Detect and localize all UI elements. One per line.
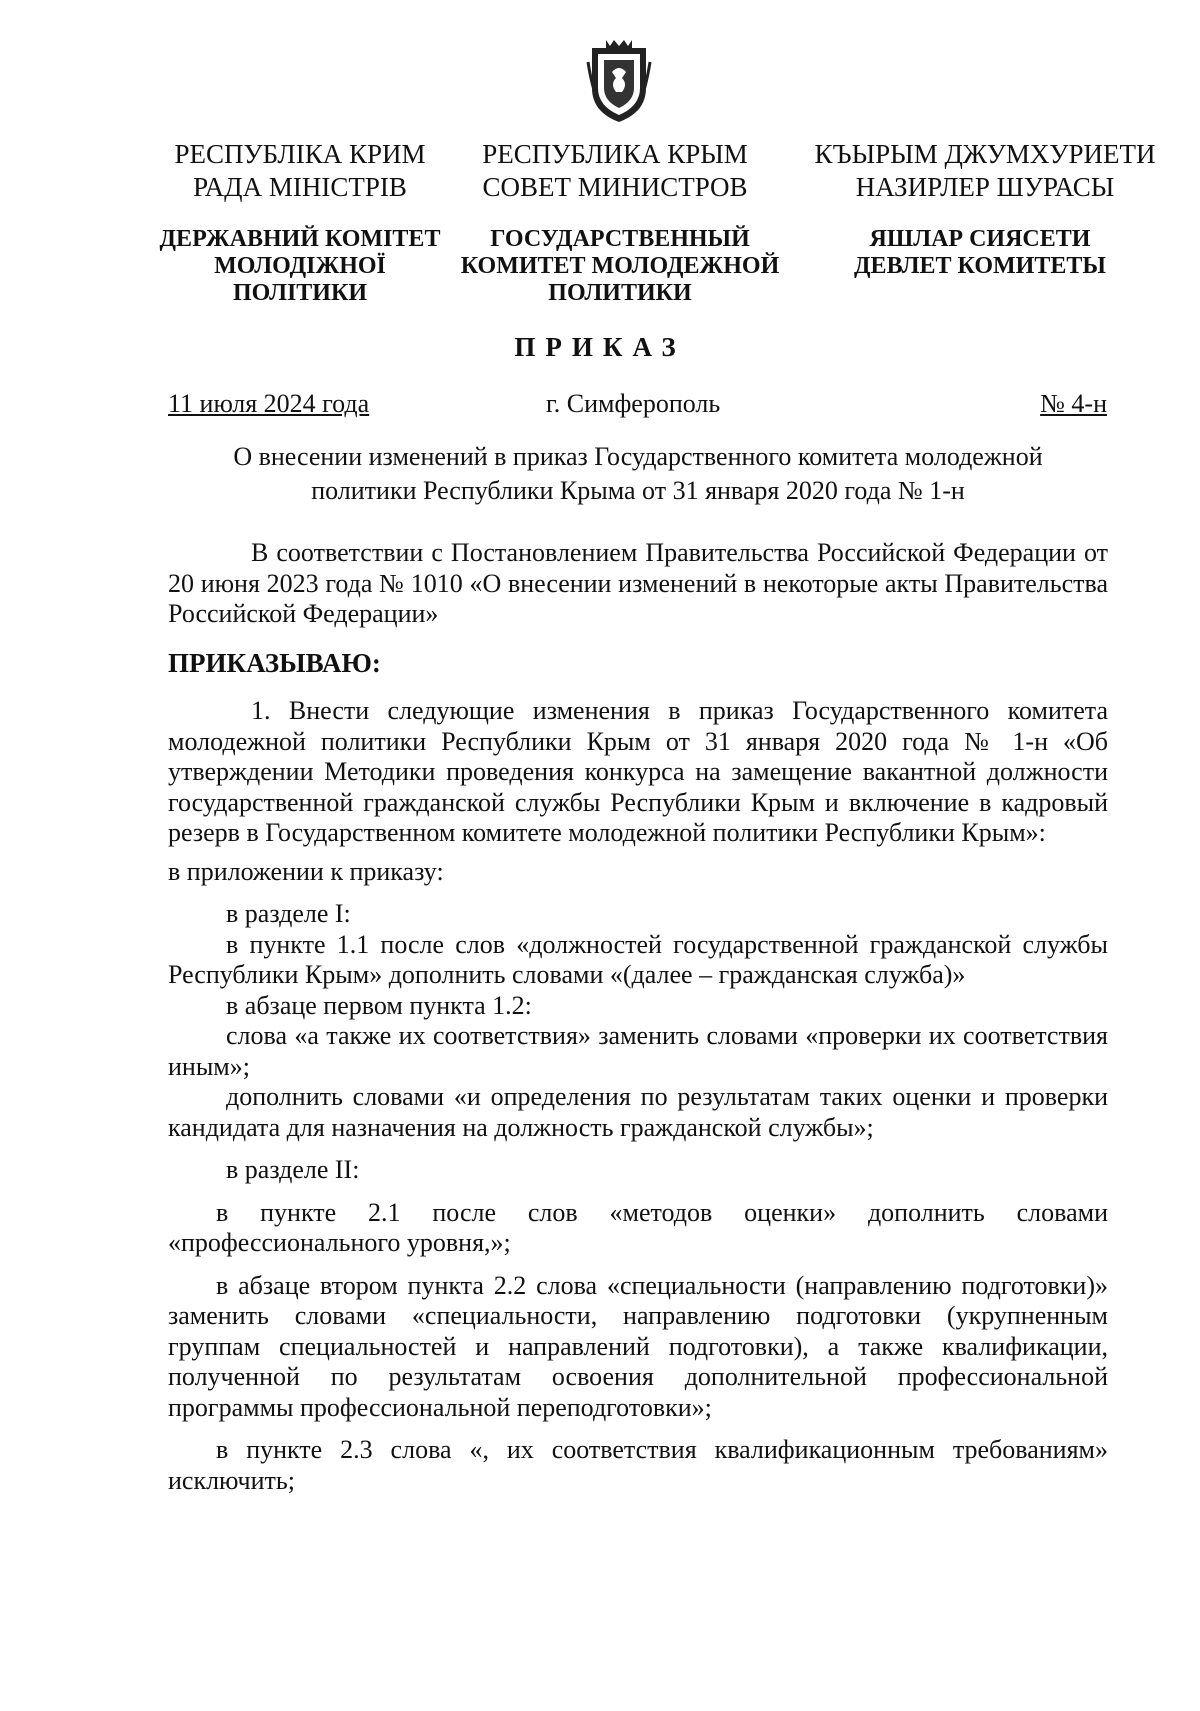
preamble-paragraph: В соответствии с Постановлением Правительства Российской Федерации от 20 июня 2023 года № 1010 «О внесении изменений в некоторые акты Правительства Российской Федерации»: [168, 538, 1108, 628]
document-city: г. Симферополь: [546, 389, 721, 418]
document-body: [168, 538, 1108, 1496]
document-subject: О внесении изменений в приказ Государственного комитета молодежной политики Республики Крыма от 31 января 2020 года № 1-н: [233, 442, 1043, 505]
body-paragraph: в пункте 2.3 слова «, их соответствия квалификационным требованиям» исключить;: [168, 1435, 1108, 1495]
document-type-title: ПРИКАЗ: [514, 332, 686, 362]
body-paragraph: в пункте 2.1 после слов «методов оценки» дополнить словами «профессионального уровня,»;: [168, 1197, 1108, 1257]
body-paragraph: в абзаце первом пункта 1.2:: [226, 990, 532, 1020]
header-center-department: ГОСУДАРСТВЕННЫЙ КОМИТЕТ МОЛОДЕЖНОЙ ПОЛИТИКИ: [460, 226, 780, 306]
document-number: № 4-н: [1040, 389, 1107, 418]
body-paragraph: 1. Внести следующие изменения в приказ Государственного комитета молодежной политики Республики Крым от 31 января 2020 года № 1-н «Об утверждении Методики проведения конкурса на замещение вакантной должности государственной гражданской службы Республики Крым и включение в кадровый резерв в Государственном комитете молодежной политики Республики Крым»:: [168, 696, 1108, 847]
header-center-title: РЕСПУБЛИКА КРЫМ СОВЕТ МИНИСТРОВ: [482, 139, 748, 202]
body-paragraph: в приложении к приказу:: [168, 856, 444, 886]
header-left-title: РЕСПУБЛІКА КРИМ РАДА МІНІСТРІВ: [174, 139, 426, 202]
body-paragraph: в разделе I:: [226, 899, 351, 928]
header-right-title: КЪЫРЫМ ДЖУМХУРИЕТИ НАЗИРЛЕР ШУРАСЫ: [814, 139, 1156, 202]
body-paragraph: слова «а также их соответствия» заменить словами «проверки их соответствия иным»;: [168, 1021, 1108, 1081]
header-left-department: ДЕРЖАВНИЙ КОМІТЕТ МОЛОДІЖНОЇ ПОЛІТИКИ: [159, 226, 441, 306]
body-paragraph: в пункте 1.1 после слов «должностей государственной гражданской службы Республики Крым» дополнить словами «(далее – гражданская служба)»: [168, 929, 1108, 989]
crimea-coat-of-arms-icon: [586, 38, 652, 124]
body-paragraph: в абзаце втором пункта 2.2 слова «специальности (направлению подготовки)» заменить словами «специальности, направлению подготовки (укрупненным группам специальностей и направлений подготовки), а также квалификации, полученной по результатам освоения дополнительной профессиональной программы профессиональной переподготовки»;: [168, 1270, 1108, 1422]
body-paragraph: в разделе II:: [226, 1155, 360, 1184]
header-right-department: ЯШЛАР СИЯСЕТИ ДЕВЛЕТ КОМИТЕТЫ: [854, 226, 1106, 279]
order-heading: ПРИКАЗЫВАЮ:: [168, 647, 381, 678]
body-paragraph: дополнить словами «и определения по результатам таких оценки и проверки кандидата для назначения на должность гражданской службы»;: [168, 1082, 1108, 1142]
document-date: 11 июля 2024 года: [168, 389, 370, 418]
